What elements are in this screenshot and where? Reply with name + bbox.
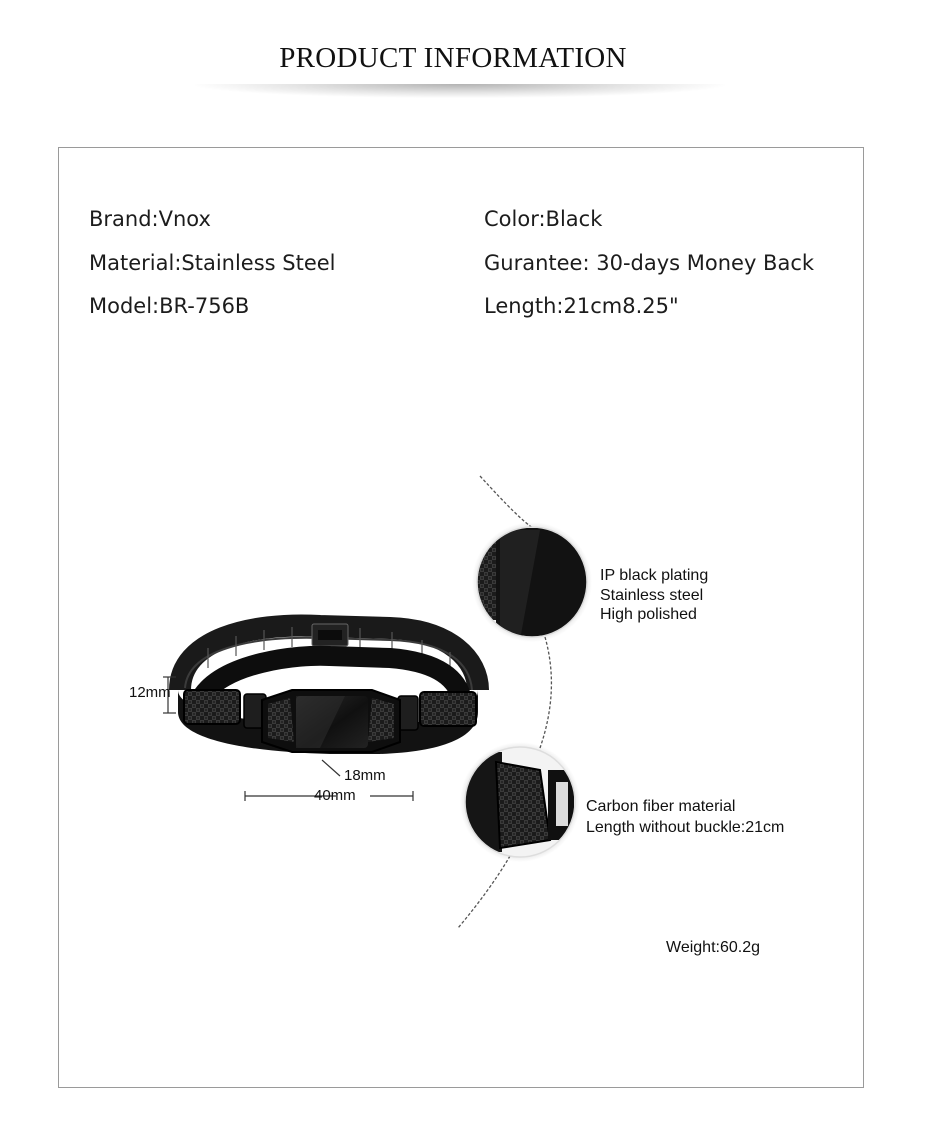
spec-material: Material:Stainless Steel [89, 251, 336, 275]
callout-carbon [586, 796, 784, 838]
zoom-circle-carbon [460, 742, 590, 872]
weight-label: Weight:60.2g [666, 939, 760, 956]
height-dimension-label: 12mm [129, 684, 171, 701]
spec-guarantee: Gurantee: 30-days Money Back [484, 251, 815, 275]
callout-plating [600, 566, 708, 625]
spec-color: Color:Black [484, 207, 603, 231]
spec-brand: Brand:Vnox [89, 207, 211, 231]
callout-plating-line: IP black plating [600, 567, 709, 584]
zoom-circle-plating [470, 520, 600, 650]
page-title: PRODUCT INFORMATION [279, 42, 627, 74]
spec-model: Model:BR-756B [89, 294, 250, 318]
spec-length: Length:21cm8.25" [484, 294, 679, 318]
callout-carbon-line: Length without buckle:21cm [586, 819, 785, 836]
plate-width-dimension-label: 18mm [344, 767, 386, 784]
callout-plating-line: Stainless steel [600, 586, 704, 604]
callout-plating-line: High polished [600, 606, 697, 623]
bracelet-image [178, 624, 478, 754]
callout-carbon-line: Carbon fiber material [586, 798, 736, 815]
total-width-dimension-label: 40mm [314, 787, 356, 804]
